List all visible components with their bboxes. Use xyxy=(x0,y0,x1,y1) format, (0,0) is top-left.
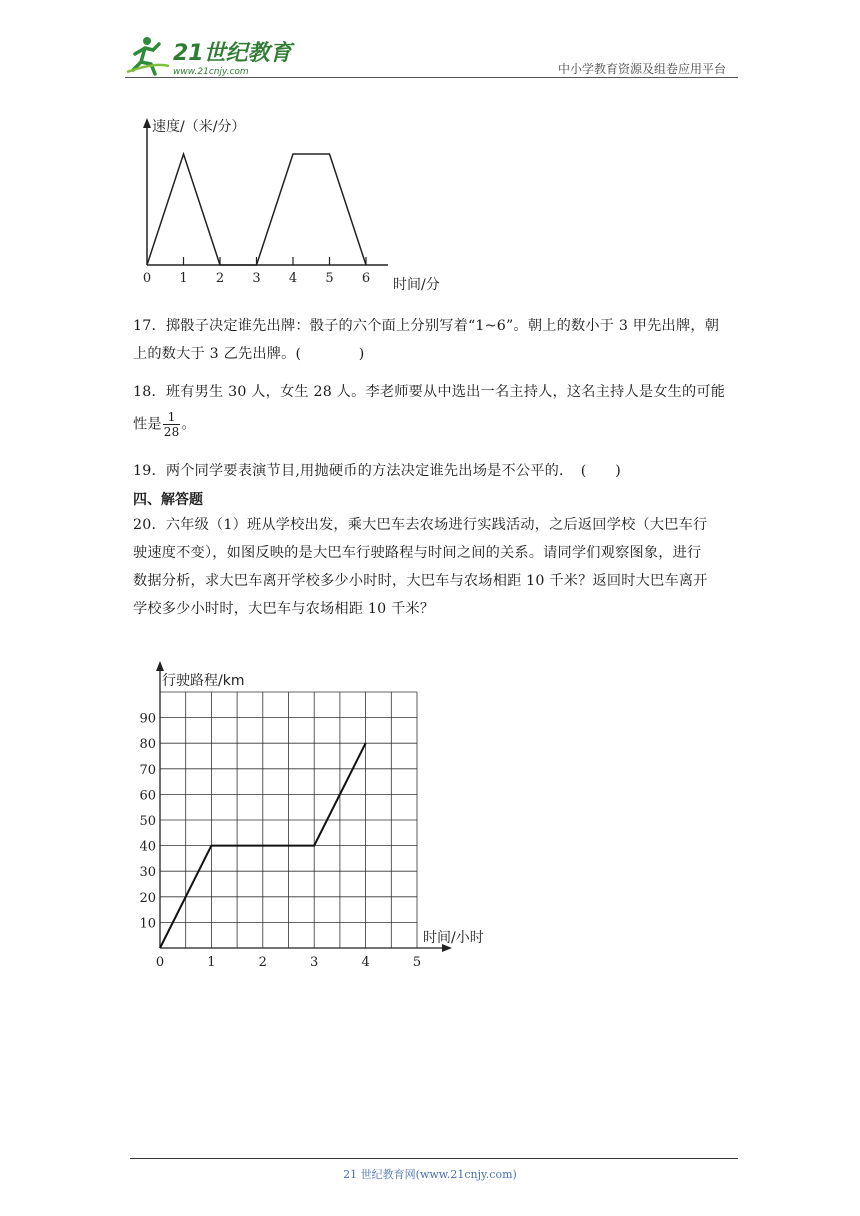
y-axis-arrow xyxy=(143,118,151,128)
question-20-line2: 驶速度不变），如图反映的是大巴车行驶路程与时间之间的关系。请同学们观察图象，进行 xyxy=(133,545,702,561)
chart1-ylabel: 速度/（米/分） xyxy=(152,119,246,135)
question-19: 19．两个同学要表演节目,用抛硬币的方法决定谁先出场是不公平的． ( ) xyxy=(133,463,621,479)
x-tick-label: 0 xyxy=(142,271,152,286)
y-tick-label: 20 xyxy=(139,890,156,906)
x-tick-label: 5 xyxy=(325,271,334,286)
distance-time-chart xyxy=(130,655,500,975)
x-tick-label: 3 xyxy=(252,271,261,286)
y-tick-label: 90 xyxy=(139,711,156,727)
x-tick-label: 5 xyxy=(412,955,422,970)
footer-text: 21 世纪教育网(www.21cnjy.com) xyxy=(343,1168,517,1181)
question-18-prefix: 性是 xyxy=(133,416,162,433)
x-tick-label: 2 xyxy=(258,955,267,970)
chart1-xlabel: 时间/分 xyxy=(393,277,440,293)
logo-url: www.21cnjy.com xyxy=(173,67,249,77)
y-tick-label: 10 xyxy=(139,916,156,932)
question-20-line4: 学校多少小时时，大巴车与农场相距 10 千米？ xyxy=(133,601,435,617)
question-17-line1: 17．掷骰子决定谁先出牌：骰子的六个面上分别写着“1~6”。朝上的数小于 3 甲先出牌，朝 xyxy=(133,318,720,334)
question-18-suffix: 。 xyxy=(181,416,196,433)
y-tick-label: 40 xyxy=(139,839,156,855)
x-tick-label: 0 xyxy=(155,955,165,970)
question-20-line3: 数据分析，求大巴车离开学校多少小时时，大巴车与农场相距 10 千米？返回时大巴车离开 xyxy=(133,573,708,589)
question-18 xyxy=(133,378,733,439)
y-tick-label: 30 xyxy=(139,865,156,881)
fraction-denominator: 28 xyxy=(163,425,180,439)
question-18-line1: 18．班有男生 30 人，女生 28 人。李老师要从中选出一名主持人，这名主持人是女生的可能 xyxy=(133,384,726,400)
header-platform-text: 中小学教育资源及组卷应用平台 xyxy=(557,62,726,76)
fraction xyxy=(163,410,181,439)
question-20 xyxy=(133,511,733,623)
y-tick-label: 70 xyxy=(139,762,156,778)
x-tick-label: 4 xyxy=(361,955,370,970)
question-18-line2 xyxy=(133,410,733,439)
speed-time-chart xyxy=(130,110,460,300)
x-tick-label: 4 xyxy=(288,271,298,286)
logo xyxy=(125,32,295,80)
y-tick-label: 50 xyxy=(139,814,156,829)
question-20-line1: 20．六年级（1）班从学校出发，乘大巴车去农场进行实践活动，之后返回学校（大巴车行 xyxy=(133,517,708,533)
chart2-ylabel: 行驶路程/km xyxy=(162,673,245,689)
x-tick-label: 1 xyxy=(179,271,188,286)
x-tick-label: 3 xyxy=(310,955,319,970)
y-tick-label: 60 xyxy=(139,788,156,804)
question-17 xyxy=(133,312,733,368)
x-tick-label: 6 xyxy=(361,271,371,286)
speed-series-line xyxy=(147,154,366,265)
y-tick-label: 80 xyxy=(139,737,156,753)
header xyxy=(125,30,740,82)
logo-text: 21世纪教育 xyxy=(173,41,292,66)
chart2-xlabel: 时间/小时 xyxy=(423,930,484,946)
x-tick-label: 1 xyxy=(207,955,216,970)
x-tick-label: 2 xyxy=(215,271,225,286)
question-17-line2: 上的数大于 3 乙先出牌。( ) xyxy=(133,346,365,362)
section-title: 四、解答题 xyxy=(133,492,203,508)
header-divider xyxy=(125,77,738,78)
runner-icon xyxy=(127,37,169,74)
fraction-numerator: 1 xyxy=(163,410,181,425)
footer-divider xyxy=(130,1158,738,1159)
y-axis-arrow xyxy=(156,661,164,671)
